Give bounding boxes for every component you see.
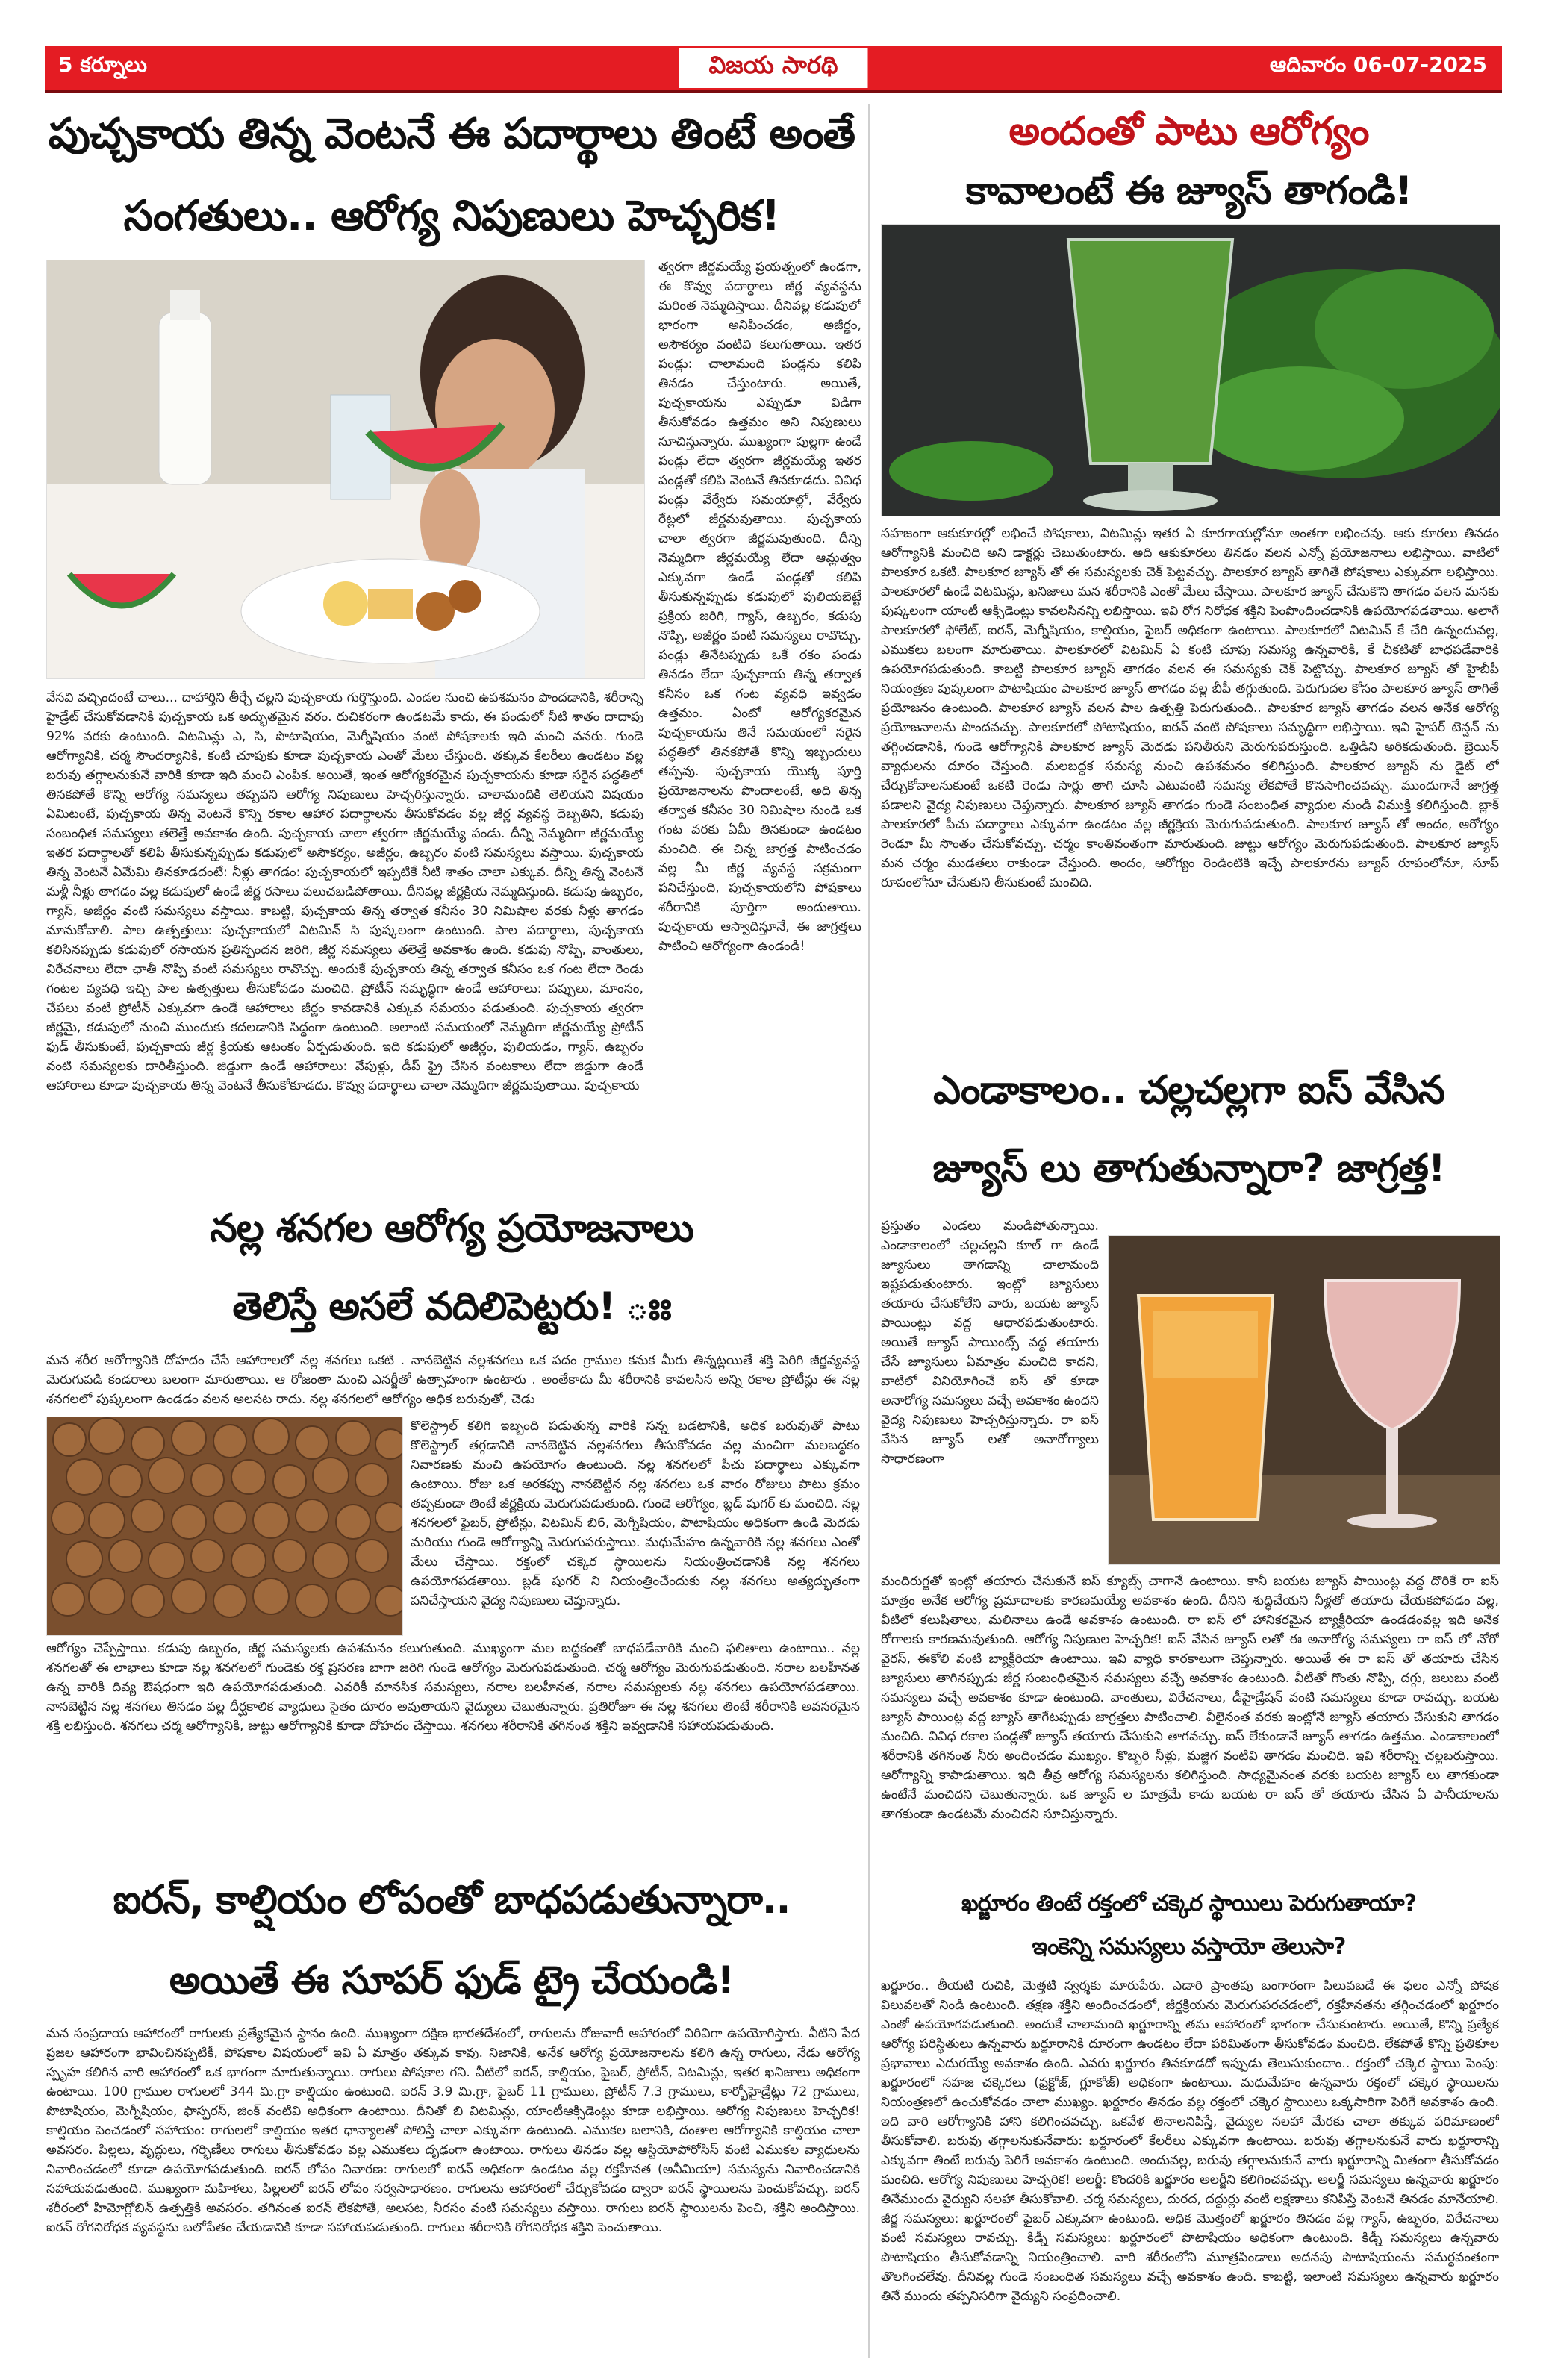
article5-headline-line1: ఎండాకాలం.. చల్లచల్లగా ఐస్ వేసిన <box>933 1068 1444 1113</box>
article6-body-text: ఖర్జూరం.. తీయటి రుచికి, మెత్తటి స్వర్శకు మారుపేరు. ఎడారి ప్రాంతపు బంగారంగా పిలువబడే ఈ ఫలం ఎన్నో పోషక విలువలతో నిండి ఉంటుంది. తక్షణ శక్తిని అందించడంలో, జీర్ణక్రియను మెరుగుపరచడంలో, రక్తహీనతను తగ్గించడంలో ఖర్జూరం ఎంతో ఉపయోగపడుతుంది. అందుకే చాలామంది ఖర్జూరాన్ని తమ ఆహారంలో భాగంగా చేసుకుంటారు. అయితే, కొన్ని ప్రత్యేక ఆరోగ్య పరిస్థితులు ఉన్నవారు ఖర్జూరానికి దూరంగా ఉండటం లేదా పరిమితంగా తీసుకోవడం మంచిది. లేకపోతే కొన్ని ప్రతికూల ప్రభావాలు ఎదురయ్యే అవకాశం ఉంది. ఎవరు ఖర్జూరం తినకూడదో ఇప్పుడు తెలుసుకుందాం.. రక్తంలో చక్కెర స్థాయి పెంపు: ఖర్జూరంలో సహజ చక్కెరలు (ఫ్రక్టోజ్, గ్లూకోజ్) అధికంగా ఉంటాయి. మధుమేహం ఉన్నవారు రక్తంలో చక్కెర స్థాయిలను నియంత్రణలో ఉంచుకోవడం చాలా ముఖ్యం. ఖర్జూరం తినడం వల్ల రక్తంలో చక్కెర స్థాయిలు ఒక్కసారిగా పెరిగే అవకాశం ఉంది. ఇది వారి ఆరోగ్యానికి హాని కలిగించవచ్చు. ఒకవేళ తినాలనిపిస్తే, వైద్యుల సలహా మేరకు చాలా తక్కువ పరిమాణంలో తీసుకోవాలి. బరువు తగ్గాలనుకునేవారు: ఖర్జూరంలో కేలరీలు ఎక్కువగా ఉంటాయి. బరువు తగ్గాలనుకునే వారు ఖర్జూరాన్ని ఎక్కువగా తింటే బరువు పెరిగే అవకాశం ఉంటుంది. అందువల్ల, బరువు తగ్గాలనుకునే వారు ఖర్జూరాన్ని మితంగా తీసుకోవడం మంచిది. ఆరోగ్య నిపుణులు హెచ్చరిక! అలర్జీ: కొందరికి ఖర్జూరం అలర్జీని కలిగించవచ్చు. అలర్జీ సమస్యలు ఉన్నవారు ఖర్జూరం తినేముందు వైద్యుని సలహా తీసుకోవాలి. చర్మ సమస్యలు, దురద, దద్దుర్లు వంటి లక్షణాలు కనిపిస్తే వెంటనే తినడం మానేయాలి. జీర్ణ సమస్యలు: ఖర్జూరంలో ఫైబర్ ఎక్కువగా ఉంటుంది. అధిక మొత్తంలో ఖర్జూరం తినడం వల్ల గ్యాస్, ఉబ్బరం, విరేచనాలు వంటి సమస్యలు రావచ్చు. కిడ్నీ సమస్యలు: ఖర్జూరంలో పొటాషియం అధికంగా ఉంటుంది. కిడ్నీ సమస్యలు ఉన్నవారు పొటాషియం తీసుకోవడాన్ని నియంత్రించాలి. వారి శరీరంలోని మూత్రపిండాలు అదనపు పొటాషియంను సమర్థవంతంగా తొలగించలేవు. దీనివల్ల గుండె సంబంధిత సమస్యలు వచ్చే అవకాశం ఉంది. కాబట్టి, ఇలాంటి సమస్యలు ఉన్నవారు ఖర్జూరం తినే ముందు తప్పనిసరిగా వైద్యుని సంప్రదించాలి. <box>881 1978 1499 2304</box>
article4-headline-line1: అందంతో పాటు ఆరోగ్యం <box>1009 109 1369 154</box>
article5-body-text: మందిరుగ్జతో ఇంట్లో తయారు చేసుకునే ఐస్ క్యూబ్స్ చాగానే ఉంటాయి. కానీ బయట జ్యూస్ పాయింట్ల వద్ద దొరికే రా ఐస్ మాత్రం అనేక ఆరోగ్య ప్రమాదాలకు కారణమయ్యే అవకాశం ఉంది. దీనిని శుద్ధిచేయని నీళ్లతో తయారు చేయకపోవడం వల్ల, వీటిలో కలుషితాలు, మలినాలు ఉండే అవకాశం ఉంటుంది. రా ఐస్ లో హానికరమైన బ్యాక్టీరియా ఉండడంవల్ల ఇది అనేక రోగాలకు కారణమవుతుంది. ఆరోగ్య నిపుణుల హెచ్చరిక! ఐస్ వేసిన జ్యూస్ లతో ఈ అనారోగ్య సమస్యలు రా ఐస్ లో నోరో వైరస్, ఈకోలి వంటి బ్యాక్టీరియా ఉంటాయి. ఇవి వ్యాధి కారకాలుగా చెప్తున్నారు. అయితే ఈ రా ఐస్ తో తయారు చేసిన జ్యూసులు తాగినప్పుడు జీర్ణ సంబంధితమైన సమస్యలు వచ్చే అవకాశం ఉంటుంది. వీటితో గొంతు నొప్పి, దగ్గు, జలుబు వంటి సమస్యలు వచ్చే అవకాశం కూడా ఉంటుంది. వాంతులు, విరేచనాలు, డీహైడ్రేషన్ వంటి సమస్యలు కూడా రావచ్చు. బయట జ్యూస్ పాయింట్ల వద్ద జ్యూస్ తాగేటప్పుడు జాగ్రత్తలు పాటించాలి. వీలైనంత వరకు ఇంట్లోనే జ్యూస్ తయారు చేసుకుని తాగడం మంచిది. వివిధ రకాల పండ్లతో జ్యూస్ తయారు చేసుకుని తాగవచ్చు. ఐస్ లేకుండానే జ్యూస్ తాగడం ఉత్తమం. ఎండాకాలంలో శరీరానికి తగినంత నీరు అందించడం ముఖ్యం. కొబ్బరి నీళ్లు, మజ్జిగ వంటివి తాగడం మంచిది. ఇవి శరీరాన్ని చల్లబరుస్తాయి. ఆరోగ్యాన్ని కాపాడుతాయి. ఇది తీవ్ర ఆరోగ్య సమస్యలను కలిగిస్తుంది. సాధ్యమైనంత వరకు బయట జ్యూస్ లు తాగకుండా ఉంటేనే మంచిదని చెబుతున్నారు. ఒక జ్యూస్ ల మాత్రమే కాదు బయట రా ఐస్ తో తయారు చేసిన ఏ పానీయాలను తాగకుండా ఉండటమే మంచిదని సూచిస్తున్నారు. <box>881 1574 1499 1822</box>
article6-headline-line2: ఇంకెన్ని సమస్యలు వస్తాయో తెలుసా? <box>1032 1934 1346 1960</box>
iced-juice-glasses-icon <box>1109 1236 1500 1564</box>
article1-body-text: వేసవి వచ్చిందంటే చాలు... దాహార్తిని తీర్చే చల్లని పుచ్చకాయ గుర్తొస్తుంది. ఎండల నుంచి ఉపశమనం పొందడానికి, శరీరాన్ని హైడ్రేట్ చేసుకోవడానికి పుచ్చకాయ ఒక అద్భుతమైన వరం. రుచికరంగా ఉండటమే కాదు, ఈ పండులో నీటి శాతం దాదాపు 92% వరకు ఉంటుంది. విటమిన్లు ఎ, సి, పొటాషియం, మెగ్నీషియం వంటి పోషకాలకు ఇది మంచి వనరు. గుండె ఆరోగ్యానికి, చర్మ సౌందర్యానికి, కంటి చూపుకు కూడా పుచ్చకాయ ఎంతో మేలు చేస్తుంది. తక్కువ కేలరీలు ఉండటం వల్ల బరువు తగ్గాలనుకునే వారికి కూడా ఇది మంచి ఎంపిక. అయితే, ఇంత ఆరోగ్యకరమైన పుచ్చకాయను కూడా సరైన పద్ధతిలో తినకపోతే కొన్ని ఆరోగ్య సమస్యలు తప్పవని ఆరోగ్య నిపుణులు హెచ్చరిస్తున్నారు. చాలామందికి తెలియని విషయం ఏమిటంటే, పుచ్చకాయ తిన్న వెంటనే కొన్ని రకాల ఆహార పదార్థాలను తీసుకోవడం వల్ల జీర్ణ వ్యవస్థ దెబ్బతిని, కడుపు సంబంధిత సమస్యలు తలెత్తే అవకాశం ఉంది. పుచ్చకాయ చాలా త్వరగా జీర్ణమయ్యే పండు. దీన్ని నెమ్మదిగా జీర్ణమయ్యే ఇతర పదార్థాలతో కలిపి తీసుకున్నప్పుడు కడుపులో అసౌకర్యం, అజీర్ణం, ఉబ్బరం వంటి సమస్యలు వస్తాయి. పుచ్చకాయ తిన్న వెంటనే ఏమేమి తినకూడదంటే: నీళ్లు తాగడం: పుచ్చకాయలో ఇప్పటికే నీటి శాతం చాలా ఎక్కువ. దీన్ని తిన్న వెంటనే మళ్లీ నీళ్లు తాగడం వల్ల కడుపులో ఉండే జీర్ణ రసాలు పలుచబడిపోతాయి. దీనివల్ల జీర్ణక్రియ నెమ్మదిస్తుంది. కడుపు ఉబ్బరం, గ్యాస్, అజీర్ణం వంటి సమస్యలు వస్తాయి. కాబట్టి, పుచ్చకాయ తిన్న తర్వాత కనీసం 30 నిమిషాల వరకు నీళ్లు తాగడం మానుకోవాలి. పాల ఉత్పత్తులు: పుచ్చకాయలో విటమిన్ సి పుష్కలంగా ఉంటుంది. పాల పదార్థాలు, పుచ్చకాయ కలిసినప్పుడు కడుపులో రసాయన ప్రతిస్పందన జరిగి, జీర్ణ సమస్యలు తలెత్తే అవకాశం ఉంది. కడుపు నొప్పి, వాంతులు, విరేచనాలు లేదా ఛాతీ నొప్పి వంటి సమస్యలు రావొచ్చు. అందుకే పుచ్చకాయ తిన్న తర్వాత కనీసం ఒక గంట లేదా రెండు గంటల వ్యవధి ఇచ్చి పాల ఉత్పత్తులు తీసుకోవడం మంచిది. ప్రోటీన్ సమృద్ధిగా ఉండే ఆహారాలు: పప్పులు, మాంసం, చేపలు వంటి ప్రోటీన్ ఎక్కువగా ఉండే ఆహారాలు జీర్ణం కావడానికి ఎక్కువ సమయం పడుతుంది. పుచ్చకాయ త్వరగా జీర్ణమై, కడుపులో నుంచి ముందుకు కదలడానికి సిద్ధంగా ఉంటుంది. అలాంటి సమయంలో నెమ్మదిగా జీర్ణమయ్యే ప్రోటీన్ ఫుడ్ తీసుకుంటే, పుచ్చకాయ జీర్ణ క్రియకు ఆటంకం ఏర్పడుతుంది. ఇది కడుపులో అజీర్ణం, పులియడం, గ్యాస్, ఉబ్బరం వంటి సమస్యలకు దారితీస్తుంది. జిడ్డుగా ఉండే ఆహారాలు: వేపుళ్లు, డీప్ ఫ్రై చేసిన వంటకాలు లేదా జిడ్డుగా ఉండే ఆహారాలు కూడా పుచ్చకాయ తిన్న వెంటనే తీసుకోకూడదు. కొవ్వు పదార్థాలు చాలా నెమ్మదిగా జీర్ణమవుతాయి. పుచ్చకాయ <box>46 690 643 1093</box>
article5-side-text: ప్రస్తుతం ఎండలు మండిపోతున్నాయి. ఎండాకాలంలో చల్లచల్లని కూల్ గా ఉండే జ్యూసులు తాగడాన్ని చాలామంది ఇష్టపడుతుంటారు. ఇంట్లో జ్యూసులు తయారు చేసుకోలేని వారు, బయట జ్యూస్ పాయింట్లు వద్ద ఆధారపడుతుంటారు. అయితే జ్యూస్ పాయింట్స్ వద్ద తయారు చేసే జ్యూసులు ఏమాత్రం మంచిది కాదని, వాటిలో వినియోగించే ఐస్ తో కూడా అనారోగ్య సమస్యలు వచ్చే అవకాశం ఉందని వైద్య నిపుణులు హెచ్చరిస్తున్నారు. రా ఐస్ వేసిన జ్యూస్ లతో అనారోగ్యాలు సాధారణంగా <box>881 1219 1099 1467</box>
spinach-juice-photo <box>881 224 1500 516</box>
article1-headline-line1: పుచ్చకాయ తిన్న వెంటనే ఈ పదార్థాలు తింటే అంతే <box>48 110 855 158</box>
article3-body-text: మన సంప్రదాయ ఆహారంలో రాగులకు ప్రత్యేకమైన స్థానం ఉంది. ముఖ్యంగా దక్షిణ భారతదేశంలో, రాగులను రోజువారీ ఆహారంలో విరివిగా ఉపయోగిస్తారు. వీటిని పేద ప్రజల ఆహారంగా భావించినప్పటికీ, పోషకాల విషయంలో ఇవి ఏ మాత్రం తక్కువ కావు. నిజానికి, అనేక ఆరోగ్య ప్రయోజనాలను కలిగి ఉన్న రాగులు, నేడు ఆరోగ్య స్పృహ కలిగిన వారి ఆహారంలో ఒక భాగంగా మారుతున్నాయి. రాగులు పోషకాల గని. వీటిలో ఐరన్, కాల్షియం, ఫైబర్, ప్రోటీన్, విటమిన్లు, ఇతర ఖనిజాలు అధికంగా ఉంటాయి. 100 గ్రాముల రాగులలో 344 మి.గ్రా కాల్షియం ఉంటుంది. ఐరన్ 3.9 మి.గ్రా, ఫైబర్ 11 గ్రాములు, ప్రోటీన్ 7.3 గ్రాములు, కార్బోహైడ్రేట్లు 72 గ్రాములు, పొటాషియం, మెగ్నీషియం, ఫాస్ఫరస్, జింక్ వంటివి అధికంగా ఉంటాయి. దీనితో బి విటమిన్లు, యాంటీఆక్సిడెంట్లు కూడా లభిస్తాయి. ఆరోగ్య నిపుణులు హెచ్చరిక! కాల్షియం పెంచడంలో సహాయం: రాగులలో కాల్షియం ఇతర ధాన్యాలతో పోలిస్తే చాలా ఎక్కువగా ఉంటుంది. ఎముకల బలానికి, దంతాల ఆరోగ్యానికి కాల్షియం చాలా అవసరం. పిల్లలు, వృద్ధులు, గర్భిణీలు రాగులు తీసుకోవడం వల్ల ఎముకలు దృఢంగా ఉంటాయి. రాగులు తినడం వల్ల ఆస్టియోపోరోసిస్ వంటి ఎముకల వ్యాధులను నివారించడంలో కూడా ఉపయోగపడుతుంది. ఐరన్ లోపం నివారణ: రాగులలో ఐరన్ అధికంగా ఉండటం వల్ల రక్తహీనత (అనీమియా) సమస్యను నివారించడానికి సహాయపడుతుంది. ముఖ్యంగా మహిళలు, పిల్లలలో ఐరన్ లోపం సర్వసాధారణం. రాగులను ఆహారంలో చేర్చుకోవడం ద్వారా ఐరన్ స్థాయిలను పెంచుకోవచ్చు. ఐరన్ శరీరంలో హిమోగ్లోబిన్ ఉత్పత్తికి అవసరం. తగినంత ఐరన్ లేకపోతే, అలసట, నీరసం వంటి సమస్యలు వస్తాయి. రాగులు ఐరన్ స్థాయిలను పెంచి, శక్తిని అందిస్తాయి. ఐరన్ రోగనిరోధక వ్యవస్థను బలోపేతం చేయడానికి కూడా సహాయపడుతుంది. రాగులు శరీరానికి రోగనిరోధక శక్తిని పెంచుతాయి. <box>46 2026 860 2235</box>
article6-headline-line1: ఖర్జూరం తింటే రక్తంలో చక్కెర స్థాయిలు పెరుగుతాయా? <box>961 1890 1416 1917</box>
article3-headline-line2: అయితే ఈ సూపర్ ఫుడ్ ట్రై చేయండి! <box>169 1958 735 2003</box>
page-label: 5 కర్నూలు <box>58 52 147 77</box>
spinach-juice-icon <box>882 225 1500 516</box>
article1-side-text: త్వరగా జీర్ణమయ్యే ప్రయత్నంలో ఉండగా, ఈ కొవ్వు పదార్థాలు జీర్ణ వ్యవస్థను మరింత నెమ్మదిస్తాయి. దీనివల్ల కడుపులో భారంగా అనిపించడం, అజీర్ణం, అసౌకర్యం వంటివి కలుగుతాయి. ఇతర పండ్లు: చాలామంది పండ్లను కలిపి తినడం చేస్తుంటారు. అయితే, పుచ్చకాయను ఎప్పుడూ విడిగా తీసుకోవడం ఉత్తమం అని నిపుణులు సూచిస్తున్నారు. ముఖ్యంగా పుల్లగా ఉండే పండ్లు లేదా త్వరగా జీర్ణమయ్యే ఇతర పండ్లతో కలిపి వెంటనే తినకూడదు. వివిధ పండ్లు వేర్వేరు సమయాల్లో, వేర్వేరు రేట్లలో జీర్ణమవుతాయి. పుచ్చకాయ చాలా త్వరగా జీర్ణమవుతుంది. దీన్ని నెమ్మదిగా జీర్ణమయ్యే లేదా ఆమ్లత్వం ఎక్కువగా ఉండే పండ్లతో కలిపి తీసుకున్నప్పుడు కడుపులో పులియబెట్టే ప్రక్రియ జరిగి, గ్యాస్, ఉబ్బరం, కడుపు నొప్పి, అజీర్ణం వంటి సమస్యలు రావొచ్చు. పండ్లు తినేటప్పుడు ఒకే రకం పండు తినడం లేదా పుచ్చకాయ తిన్న తర్వాత కనీసం ఒక గంట వ్యవధి ఇవ్వడం ఉత్తమం. ఏంటో ఆరోగ్యకరమైన పుచ్చకాయను తినే సమయంలో సరైన పద్ధతిలో తినకపోతే కొన్ని ఇబ్బందులు తప్పవు. పుచ్చకాయ యొక్క పూర్తి ప్రయోజనాలను పొందాలంటే, అది తిన్న తర్వాత కనీసం 30 నిమిషాల నుండి ఒక గంట వరకు ఏమీ తినకుండా ఉండటం మంచిది. ఈ చిన్న జాగ్రత్త పాటించడం వల్ల మీ జీర్ణ వ్యవస్థ సక్రమంగా పనిచేస్తుంది, పుచ్చకాయలోని పోషకాలు శరీరానికి పూర్తిగా అందుతాయి. పుచ్చకాయ ఆస్వాదిస్తూనే, ఈ జాగ్రత్తలు పాటించి ఆరోగ్యంగా ఉండండి! <box>658 260 861 954</box>
article4-body-text: సహజంగా ఆకుకూరల్లో లభించే పోషకాలు, విటమిన్లు ఇతర ఏ కూరగాయల్లోనూ అంతగా లభించవు. ఆకు కూరలు తినడం ఆరోగ్యానికి మంచిది అని డాక్టర్లు చెబుతుంటారు. అది ఆకుకూరలు తినడం వలన ఎన్నో ప్రయోజనాలు లభిస్తాయి. వాటిలో పాలకూర ఒకటి. పాలకూర జ్యూస్ తో ఈ సమస్యలకు చెక్ పెట్టవచ్చు. పాలకూర జ్యూస్ తాగితే పోషకాలు ఎక్కువగా లభిస్తాయి. పాలకూరలో ఉండే విటమిన్లు, ఖనిజాలు మన శరీరానికి ఎంతో మేలు చేస్తాయి. పాలకూర జ్యూస్ చేసుకొని తాగడం వలన మనకు పుష్కలంగా యాంటీ ఆక్సిడెంట్లు కావలసినన్ని లభిస్తాయి. ఇవి రోగ నిరోధక శక్తిని పెంపొందించడానికి ఉపయోగపడతాయి. అలాగే పాలకూరలో ఫోలేట్, ఐరన్, మెగ్నీషియం, కాల్షియం, ఫైబర్ అధికంగా ఉంటాయి. పాలకూరలో విటమిన్ కే చేరి ఉన్నందువల్ల, ఎముకలు బలంగా మారుతాయి. పాలకూరలో విటమిన్ ఏ కంటి చూపు సమస్య ఉన్నవారికి, కే చీకటితో బాధపడేవారికి ఉపయోగపడుతుంది. కాబట్టి పాలకూర జ్యూస్ తాగడం వలన ఈ సమస్యకు చెక్ పెట్టొచ్చు. పాలకూర జ్యూస్ తో హైబీపీ నియంత్రణ పుష్కలంగా పొటాషియం పాలకూర జ్యూస్ తాగడం వల్ల బీపీ తగ్గుతుంది. పెరుగుదల కోసం పాలకూర జ్యూస్ తాగితే ప్రయోజనం ఉంటుంది. పాలకూర జ్యూస్ వలన పాల ఉత్పత్తి పెరుగుతుంది.. పాలకూర జ్యూస్ తాగడం వలన అనేక ఆరోగ్య ప్రయోజనాలను పొందవచ్చు. పాలకూరలో పోటాషియం, ఐరన్ వంటి పోషకాలు సమృద్ధిగా లభిస్తాయి. ఇవి హైపర్ టెన్షన్ ను తగ్గించడానికి, గుండె ఆరోగ్యానికి పాలకూర జ్యూస్ మెదడు పనితీరుని మెరుగుపరుస్తుంది. ఒత్తిడిని అరికడుతుంది. బ్రెయిన్ వ్యాధులను దూరం చేస్తుంది. మలబద్ధక సమస్య నుంచి ఉపశమనం కలిగిస్తుంది. పాలకూర జ్యూస్ ను డైట్ లో చేర్చుకోవాలనుకుంటే ఒకటి రెండు సార్లు తాగి చూసి ఎటువంటి సమస్య లేకపోతే కొనసాగించవచ్చు. ముందుగానే జాగ్రత్త పడాలని వైద్య నిపుణులు చెప్తున్నారు. పాలకూర జ్యూస్ తాగడం గుండె సంబంధిత వ్యాధుల నుండి విముక్తి కలిగిస్తుంది. బ్లాక్ పాలకూరలో పీచు పదార్థాలు ఎక్కువగా ఉండటం వల్ల జీర్ణక్రియ మెరుగుపడుతుంది. పాలకూర జ్యూస్ తో అందం, ఆరోగ్యం రెండూ మీ సొంతం చేసుకోవచ్చు. చర్మం కాంతివంతంగా మారుతుంది. జుట్టు ఆరోగ్యం మెరుగుపడుతుంది. పాలకూర జ్యూస్ మన చర్మం ముడతలు రాకుండా చేస్తుంది. అందం, ఆరోగ్యం రెండింటికి ఇచ్చే పాలకూరను జ్యూస్ రూపంలోనూ, సూప్ రూపంలోనూ చేసుకుని తీసుకుంటే మంచిది. <box>881 526 1499 890</box>
article3-headline-line1: ఐరన్, కాల్షియం లోపంతో బాధపడుతున్నారా.. <box>113 1878 791 1923</box>
issue-date: ఆదివారం 06-07-2025 <box>1269 52 1487 77</box>
article2-intro-text: మన శరీర ఆరోగ్యానికి దోహదం చేసే ఆహారాలలో నల్ల శనగలు ఒకటి . నానబెట్టిన నల్లశనగలు ఒక పదం గ్రాముల కనుక మీరు తిన్నట్లయితే శక్తి పెరిగి జీర్ణవ్యవస్థ మెరుగుపడి కండరాలు బలంగా మారుతాయి. ఆ రోజంతా మంచి ఎనర్జీతో ఉత్సాహంగా ఉంటారు . అంతేకాదు మీ శరీరానికి కావలసిన అన్ని రకాల ప్రోటీన్లు ఈ నల్ల శనగలలో పుష్కలంగా ఉండడం వలన అలసట రాదు. నల్ల శనగలలో ఆరోగ్యం అధిక బరువుతో, చెడు <box>46 1353 860 1407</box>
article2-headline-line2: తెలిస్తే అసలే వదిలిపెట్టరు! ఃః <box>232 1284 671 1329</box>
chickpeas-photo <box>46 1417 403 1636</box>
iced-juice-photo <box>1108 1235 1500 1565</box>
article2-body-text: ఆరోగ్యం చెప్పేస్తాయి. కడుపు ఉబ్బరం, జీర్ణ సమస్యలకు ఉపశమనం కలుగుతుంది. ముఖ్యంగా మల బద్ధకంతో బాధపడేవారికి మంచి ఫలితాలు ఉంటాయి.. నల్ల శనగలతో ఈ లాభాలు కూడా నల్ల శనగలలో గుండెకు రక్త ప్రసరణ బాగా జరిగి గుండె ఆరోగ్యం మెరుగుపడుతుంది. చర్మ ఆరోగ్యం మెరుగుపడుతుంది. నరాల బలహీనత ఉన్న వారికి దివ్య ఔషధంగా ఇది ఉపయోగపడుతుంది. ఎవరికీ మానసిక సమస్యలు, నరాల బలహీనత, నరాల సమస్యలకు నల్ల శనగలు ఉపయోగపడతాయి. నానబెట్టిన నల్ల శనగలు తినడం వల్ల దీర్ఘకాలిక వ్యాధులు సైతం దూరం అవుతాయని వైద్యులు చెబుతున్నారు. ప్రతిరోజూ ఈ నల్ల శనగలు తింటే శరీరానికి అవసరమైన శక్తి లభిస్తుంది. శనగలు చర్మ ఆరోగ్యానికి, జుట్టు ఆరోగ్యానికి కూడా దోహదం చేస్తాయి. శనగలు శరీరానికి తగినంత శక్తిని ఇవ్వడానికి సహాయపడుతుంది. <box>46 1641 860 1734</box>
watermelon-photo <box>46 260 645 679</box>
article1-headline-line2: సంగతులు.. ఆరోగ్య నిపుణులు హెచ్చరిక! <box>123 192 780 240</box>
article2-side-text: కొలెస్ట్రాల్ కలిగి ఇబ్బంది పడుతున్న వారికి సన్న బడటానికి, అధిక బరువుతో పాటు కొలెస్ట్రాల్ తగ్గడానికి నానబెట్టిన నల్లశనగలు తీసుకోవడం వల్ల మంచిగా మలబద్ధకం నివారణకు మంచి ఉపయోగం ఉంటుంది. నల్ల శనగలలో పీచు పదార్థాలు ఎక్కువగా ఉంటాయి. రోజు ఒక అరకప్పు నానబెట్టిన నల్ల శనగలు ఒక వారం రోజులు పాటు క్రమం తప్పకుండా తింటే జీర్ణక్రియ మెరుగుపడుతుంది. గుండె ఆరోగ్యం, బ్లడ్ షుగర్ కు మంచిది. నల్ల శనగలలో ఫైబర్, ప్రోటీన్లు, విటమిన్ బి6, మెగ్నీషియం, పొటాషియం అధికంగా ఉండి మెదడు మరియు గుండె ఆరోగ్యాన్ని మెరుగుపరుస్తాయి. మధుమేహం ఉన్నవారికి నల్ల శనగలు ఎంతో మేలు చేస్తాయి. రక్తంలో చక్కెర స్థాయిలను నియంత్రించడానికి నల్ల శనగలు ఉపయోగపడతాయి. బ్లడ్ షుగర్ ని నియంత్రించేందుకు నల్ల శనగలు అత్యద్భుతంగా పనిచేస్తాయని వైద్య నిపుణులు చెప్తున్నారు. <box>411 1419 860 1608</box>
article2-headline-line1: నల్ల శనగల ఆరోగ్య ప్రయోజనాలు <box>210 1206 693 1251</box>
masthead <box>45 46 1502 93</box>
black-chickpeas-icon <box>47 1417 402 1635</box>
column-divider <box>868 104 870 2358</box>
paper-name: విజయ సారథి <box>679 48 868 88</box>
article4-headline-line2: కావాలంటే ఈ జ్యూస్ తాగండి! <box>965 169 1412 213</box>
article5-headline-line2: జ్యూస్ లు తాగుతున్నారా? జాగ్రత్త! <box>932 1146 1445 1191</box>
woman-eating-watermelon-icon <box>47 260 644 678</box>
